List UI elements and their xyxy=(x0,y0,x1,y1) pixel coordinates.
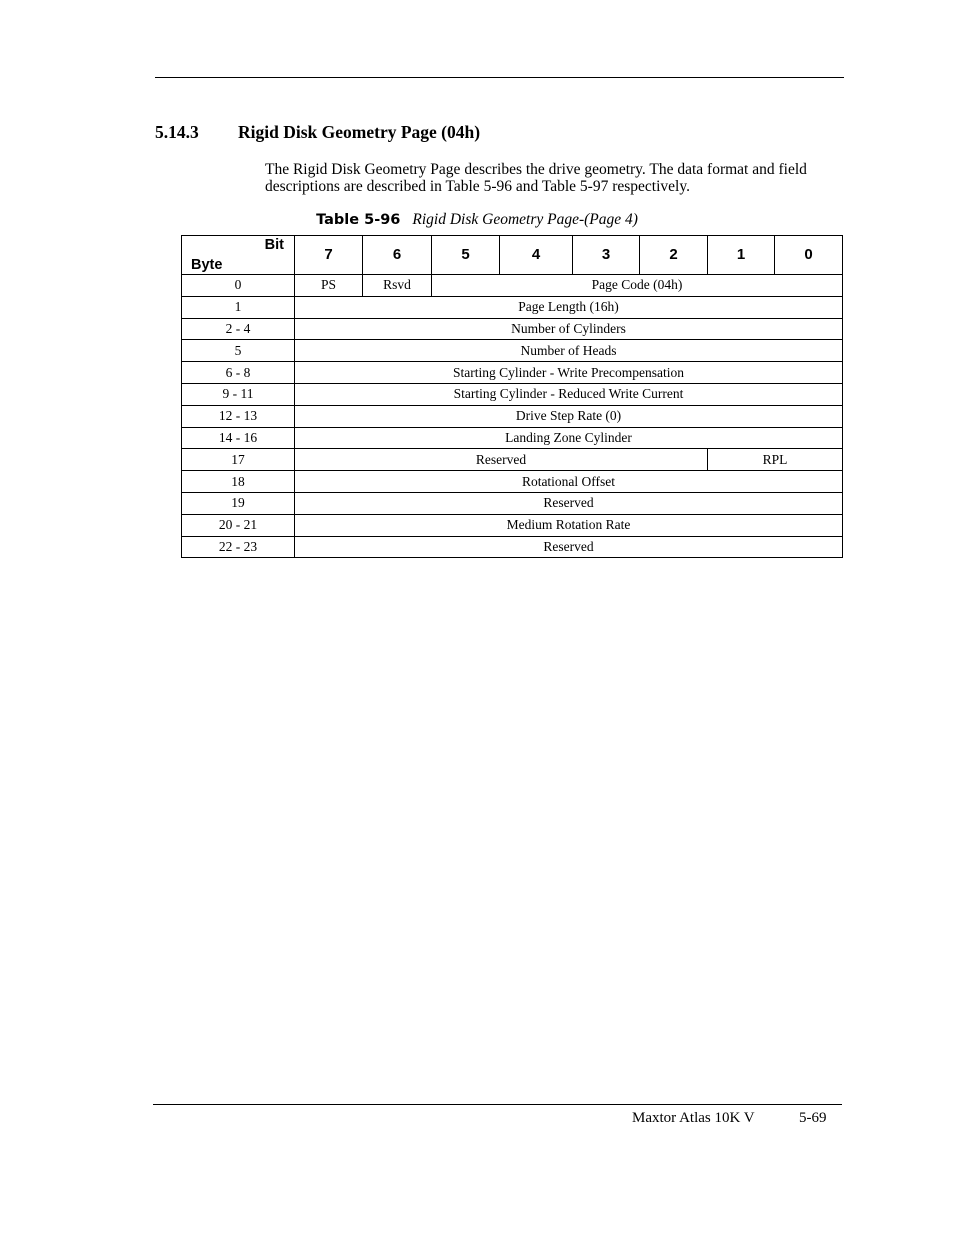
bit-byte-corner xyxy=(182,236,295,275)
bit-header: 3 xyxy=(573,236,640,275)
table-row xyxy=(182,296,843,318)
bit-header: 6 xyxy=(363,236,432,275)
table-row xyxy=(182,471,843,493)
field-cell: Reserved xyxy=(295,449,708,471)
byte-cell: 1 xyxy=(182,296,295,318)
field-cell: Page Code (04h) xyxy=(432,275,843,297)
bit-header: 2 xyxy=(640,236,708,275)
field-cell: Drive Step Rate (0) xyxy=(295,405,843,427)
table-caption-label: Table 5-96 xyxy=(316,212,401,228)
byte-cell: 20 - 21 xyxy=(182,514,295,536)
footer-page-number: 5-69 xyxy=(799,1110,827,1126)
table-row xyxy=(182,362,843,384)
byte-cell: 0 xyxy=(182,275,295,297)
table-row xyxy=(182,514,843,536)
bit-header: 5 xyxy=(432,236,500,275)
byte-cell: 2 - 4 xyxy=(182,318,295,340)
section-title: Rigid Disk Geometry Page (04h) xyxy=(238,122,481,142)
field-cell: Number of Heads xyxy=(295,340,843,362)
byte-cell: 9 - 11 xyxy=(182,383,295,405)
table-caption xyxy=(0,211,954,229)
byte-cell: 22 - 23 xyxy=(182,536,295,558)
byte-cell: 14 - 16 xyxy=(182,427,295,449)
table-row xyxy=(182,405,843,427)
bit-header: 4 xyxy=(500,236,573,275)
bit-header: 1 xyxy=(708,236,775,275)
table-row xyxy=(182,449,843,471)
bit-header: 7 xyxy=(295,236,363,275)
header-rule xyxy=(155,77,844,78)
byte-cell: 17 xyxy=(182,449,295,471)
field-cell: RPL xyxy=(708,449,843,471)
byte-cell: 12 - 13 xyxy=(182,405,295,427)
byte-cell: 18 xyxy=(182,471,295,493)
table-caption-title: Rigid Disk Geometry Page-(Page 4) xyxy=(412,211,638,228)
field-cell: Rsvd xyxy=(363,275,432,297)
geometry-table xyxy=(181,235,843,558)
table-row xyxy=(182,536,843,558)
field-cell: PS xyxy=(295,275,363,297)
table-row xyxy=(182,340,843,362)
field-cell: Number of Cylinders xyxy=(295,318,843,340)
table-row xyxy=(182,275,843,297)
field-cell: Medium Rotation Rate xyxy=(295,514,843,536)
section-number: 5.14.3 xyxy=(155,122,199,142)
section-heading xyxy=(155,122,480,143)
table-row xyxy=(182,318,843,340)
field-cell: Reserved xyxy=(295,536,843,558)
field-cell: Rotational Offset xyxy=(295,471,843,493)
field-cell: Starting Cylinder - Reduced Write Current xyxy=(295,383,843,405)
bit-header: 0 xyxy=(775,236,843,275)
intro-paragraph: The Rigid Disk Geometry Page describes the drive geometry. The data format and field descriptions are described in Table 5-96 and Table 5-97 respectively. xyxy=(265,161,807,195)
table-row xyxy=(182,427,843,449)
field-cell: Starting Cylinder - Write Precompensation xyxy=(295,362,843,384)
footer-doc-title: Maxtor Atlas 10K V xyxy=(632,1110,755,1126)
header-row xyxy=(182,236,843,275)
footer-rule xyxy=(153,1104,842,1105)
byte-cell: 19 xyxy=(182,492,295,514)
bit-label: Bit xyxy=(264,237,284,253)
table-row xyxy=(182,492,843,514)
byte-cell: 5 xyxy=(182,340,295,362)
byte-cell: 6 - 8 xyxy=(182,362,295,384)
field-cell: Reserved xyxy=(295,492,843,514)
field-cell: Landing Zone Cylinder xyxy=(295,427,843,449)
field-cell: Page Length (16h) xyxy=(295,296,843,318)
table-row xyxy=(182,383,843,405)
byte-label: Byte xyxy=(191,257,223,273)
